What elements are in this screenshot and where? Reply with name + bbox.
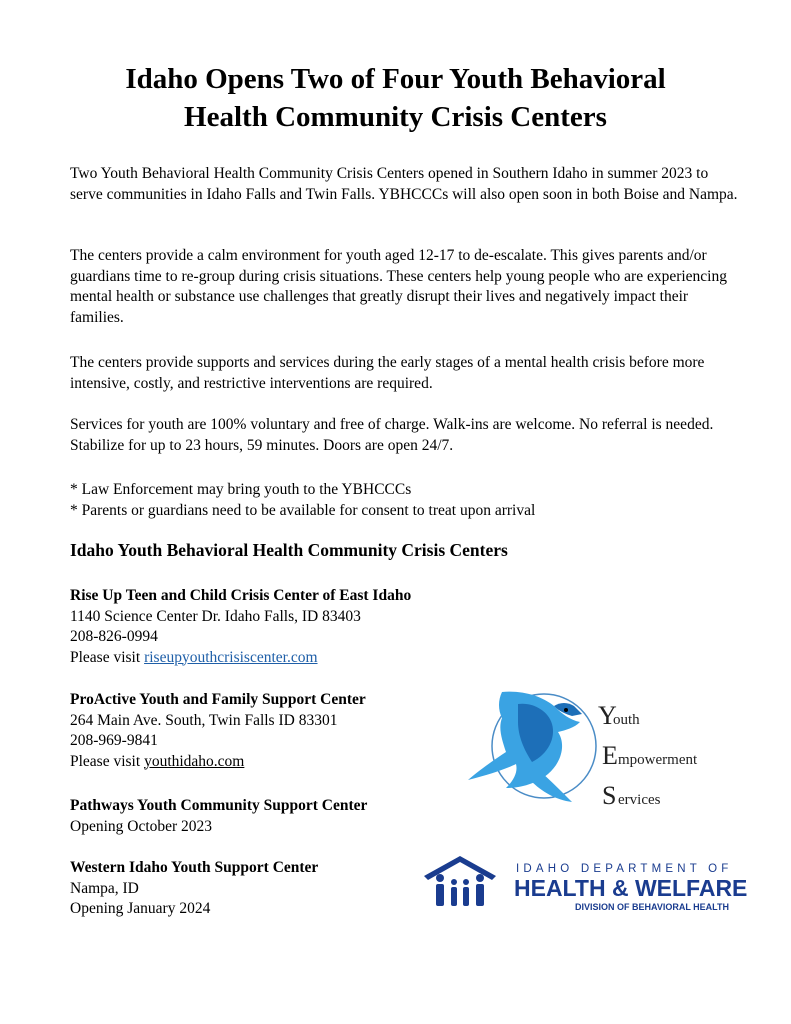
youthidaho-website-link[interactable]: youthidaho.com — [144, 752, 245, 770]
center-address: 264 Main Ave. South, Twin Falls ID 83301 — [70, 711, 338, 729]
yes-youth-text: outh — [613, 712, 640, 728]
title-line-1: Idaho Opens Two of Four Youth Behavioral — [125, 63, 666, 95]
intro-paragraph: Two Youth Behavioral Health Community Crisis Centers opened in Southern Idaho in summer 2023 to serve communities in Idaho Falls and Twin Falls. YBHCCCs will also open soon in both Boise and Nampa. — [70, 165, 738, 203]
youth-empowerment-services-logo — [462, 684, 737, 814]
center-name: Rise Up Teen and Child Crisis Center of East Idaho — [70, 587, 412, 604]
center-visit-line — [70, 752, 366, 773]
center-phone: 208-826-0994 — [70, 628, 158, 645]
visit-prefix: Please visit — [70, 648, 145, 666]
yes-e-initial: E — [602, 741, 618, 770]
riseup-website-link[interactable]: riseupyouthcrisiscenter.com — [144, 648, 318, 666]
dhw-line-1: IDAHO DEPARTMENT OF — [516, 863, 733, 875]
centers-section-heading: Idaho Youth Behavioral Health Community Crisis Centers — [70, 540, 508, 560]
voluntary-services-paragraph: Services for youth are 100% voluntary and free of charge. Walk-ins are welcome. No referral is needed. Stabilize for up to 23 hours, 59 minutes. Doors are open 24/7. — [70, 416, 714, 454]
yes-s-initial: S — [602, 781, 617, 810]
center-western-idaho — [70, 858, 318, 920]
bullet-law-enforcement: * Law Enforcement may bring youth to the YBHCCCs — [70, 481, 412, 498]
family-house-icon — [424, 856, 496, 906]
center-opening: Opening January 2024 — [70, 900, 211, 917]
center-location: Nampa, ID — [70, 879, 139, 897]
bullet-parents-consent: * Parents or guardians need to be available for consent to treat upon arrival — [70, 502, 536, 519]
idaho-dhw-logo — [420, 852, 760, 922]
center-visit-line — [70, 648, 411, 669]
page-title — [40, 60, 751, 136]
yes-empowerment-text: mpowerment — [618, 752, 698, 768]
center-name: Pathways Youth Community Support Center — [70, 797, 368, 814]
yes-wordmark — [598, 701, 698, 810]
bluebird-icon — [468, 692, 596, 802]
dhw-line-2: HEALTH & WELFARE — [514, 875, 748, 901]
center-rise-up — [70, 586, 411, 668]
visit-prefix: Please visit — [70, 752, 145, 770]
center-proactive — [70, 690, 366, 772]
dhw-wordmark — [514, 863, 747, 912]
center-name: ProActive Youth and Family Support Center — [70, 691, 366, 708]
center-phone: 208-969-9841 — [70, 732, 158, 749]
title-line-2: Health Community Crisis Centers — [184, 101, 607, 133]
center-address: 1140 Science Center Dr. Idaho Falls, ID 83403 — [70, 607, 361, 625]
centers-description-paragraph: The centers provide a calm environment for youth aged 12-17 to de-escalate. This gives parents and/or guardians time to re-group during crisis situations. These centers help young people who are experiencing mental health or substance use challenges that greatly disrupt their lives and negatively impact their families. — [70, 247, 727, 326]
dhw-line-3: DIVISION OF BEHAVIORAL HEALTH — [575, 902, 730, 912]
yes-services-text: ervices — [618, 792, 661, 808]
center-pathways — [70, 796, 367, 837]
center-name: Western Idaho Youth Support Center — [70, 859, 319, 876]
services-stage-paragraph: The centers provide supports and services during the early stages of a mental health crisis before more intensive, costly, and restrictive interventions are required. — [70, 354, 705, 392]
yes-y-initial: Y — [598, 701, 617, 730]
center-opening: Opening October 2023 — [70, 817, 213, 835]
